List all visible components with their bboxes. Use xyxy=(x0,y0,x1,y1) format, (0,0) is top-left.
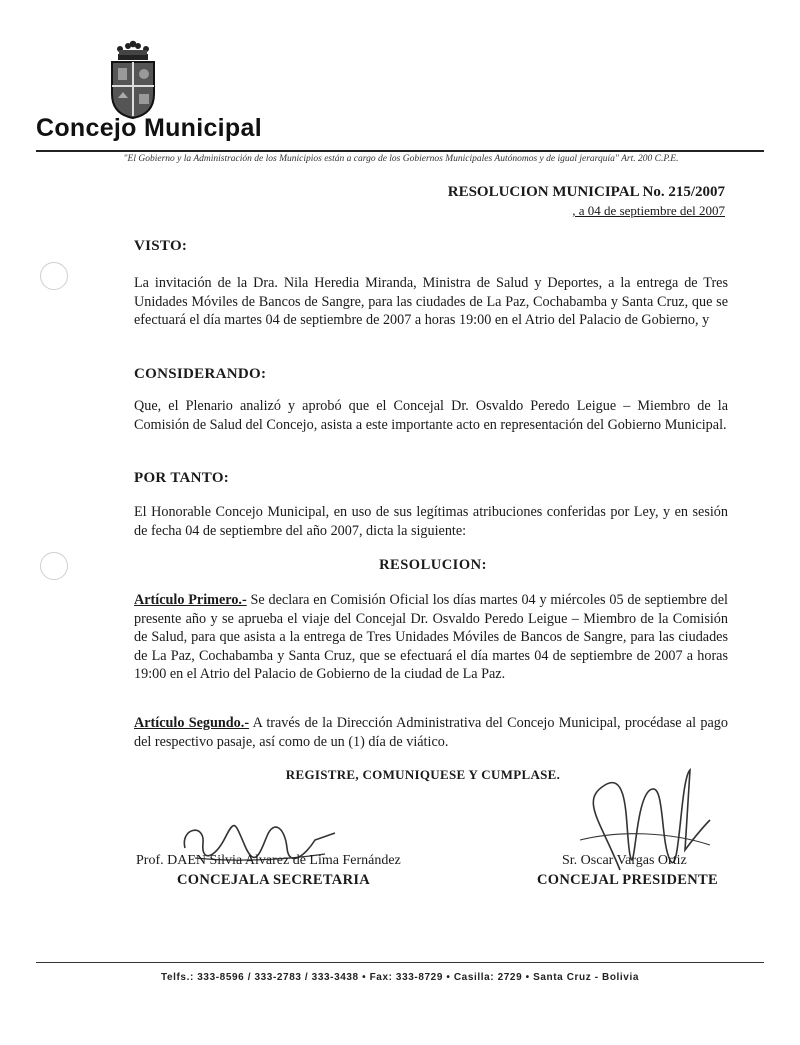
left-signatory-title: CONCEJALA SECRETARIA xyxy=(177,872,371,888)
right-signatory-title: CONCEJAL PRESIDENTE xyxy=(537,872,718,888)
por-tanto-paragraph: El Honorable Concejo Municipal, en uso de sus legítimas atribuciones conferidas por Ley, y en sesión de fecha 04 de septiembre del año 2007, dicta la siguiente: xyxy=(134,504,728,539)
footer-contact: Telfs.: 333-8596 / 333-2783 / 333-3438 • Fax: 333-8729 • Casilla: 2729 • Santa Cruz - Bolivia xyxy=(160,972,639,983)
articulo-primero xyxy=(134,591,728,684)
resolution-number: RESOLUCION MUNICIPAL No. 215/2007 xyxy=(447,184,725,200)
articulo-segundo-label: Artículo Segundo.- xyxy=(134,715,250,731)
articulo-segundo xyxy=(134,714,728,751)
articulo-primero-text: Se declara en Comisión Oficial los días martes 04 y miércoles 05 de septiembre del presente año y se aprueba el viaje del Concejal Dr. Osvaldo Peredo Leigue – Miembro de la Comisión de Salud, para que asista a la entrega de Tres Unidades Móviles de Bancos de Sangre, para las ciudades de La Paz, Cochabamba y Santa Cruz, que se efectuará el día martes 04 de septiembre de 2007 a horas 19:00 en el Atrio del Palacio de Gobierno de la ciudad de La Paz. xyxy=(134,592,728,682)
articulo-segundo-text: A través de la Dirección Administrativa del Concejo Municipal, procédase al pago del respectivo pasaje, así como de un (1) día de viático. xyxy=(134,715,728,750)
resolution-date: , a 04 de septiembre del 2007 xyxy=(572,203,725,218)
right-signatory-name: Sr. Oscar Vargas Ortiz xyxy=(562,853,687,868)
section-heading-resolucion: RESOLUCION: xyxy=(379,557,487,573)
footer-divider xyxy=(36,962,764,963)
punch-hole-icon xyxy=(40,262,68,290)
organization-name: Concejo Municipal xyxy=(36,114,262,142)
considerando-paragraph: Que, el Plenario analizó y aprobó que el Concejal Dr. Osvaldo Peredo Leigue – Miembro de la Comisión de Salud del Concejo, asista a este importante acto en representación del Gobierno Municipal. xyxy=(134,398,728,433)
visto-paragraph: La invitación de la Dra. Nila Heredia Miranda, Ministra de Salud y Deportes, a la entrega de Tres Unidades Móviles de Bancos de Sangre, para las ciudades de La Paz, Cochabamba y Santa Cruz, que se efectuará el día martes 04 de septiembre de 2007 a horas 19:00 en el Atrio del Palacio de Gobierno, y xyxy=(134,275,728,328)
municipal-coat-of-arms-icon xyxy=(104,40,162,120)
articulo-primero-label: Artículo Primero.- xyxy=(134,592,247,608)
section-heading-por-tanto: POR TANTO: xyxy=(134,470,230,486)
left-signatory-name: Prof. DAEN Silvia Alvarez de Lima Fernández xyxy=(136,853,401,868)
header-motto: "El Gobierno y la Administración de los Municipios están a cargo de los Gobiernos Municipales Autónomos y de igual jerarquía" Art. 200 C.P.E. xyxy=(123,154,679,164)
section-heading-visto: VISTO: xyxy=(134,238,188,254)
closing-statement: REGISTRE, COMUNIQUESE Y CUMPLASE. xyxy=(285,767,561,782)
header-divider xyxy=(36,150,764,152)
section-heading-considerando: CONSIDERANDO: xyxy=(134,366,267,382)
